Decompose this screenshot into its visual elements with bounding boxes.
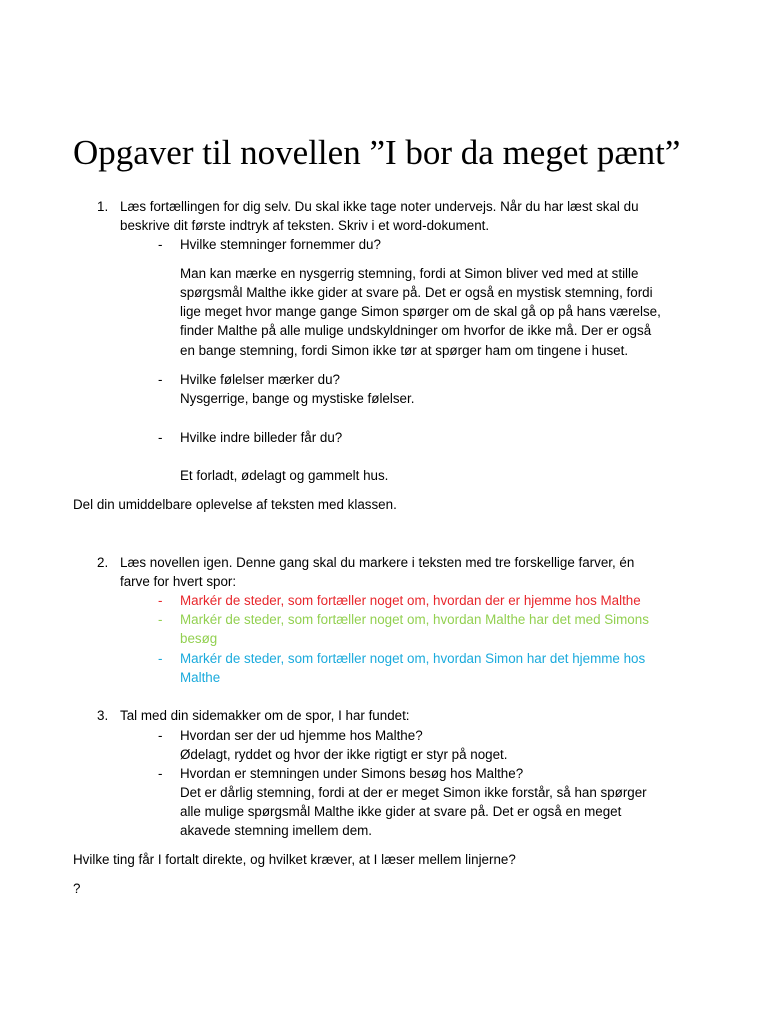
task-3-line-1: Tal med din sidemakker om de spor, I har fundet: (120, 708, 410, 723)
task-2-line-2: farve for hvert spor: (120, 574, 237, 589)
task-1-q2-question: Hvilke følelser mærker du? (180, 372, 340, 387)
task-2-item-blue-cont: Malthe (180, 670, 221, 685)
closing-answer: ? (73, 881, 81, 896)
task-1-q2-bullet: - (158, 372, 163, 387)
task-2-item-green: Markér de steder, som fortæller noget om, hvordan Malthe har det med Simons (180, 612, 649, 627)
task-2-item-bullet: - (158, 651, 163, 666)
task-1-q1-answer-line: lige meget hvor mange gange Simon spørger om de skal gå op på hans værelse, (180, 304, 661, 319)
task-1-q2-answer: Nysgerrige, bange og mystiske følelser. (180, 391, 415, 406)
task-2-line-1: Læs novellen igen. Denne gang skal du markere i teksten med tre forskellige farver, én (120, 555, 635, 570)
task-2-number: 2. (97, 555, 109, 570)
task-1-q1-answer-line: spørgsmål Malthe ikke gider at svare på. Det er også en mystisk stemning, fordi (180, 285, 653, 300)
task-1-q3-bullet: - (158, 430, 163, 445)
task-1-q1-bullet: - (158, 237, 163, 252)
task-3-q1-bullet: - (158, 728, 163, 743)
share-instruction: Del din umiddelbare oplevelse af teksten med klassen. (73, 497, 397, 512)
task-3-number: 3. (97, 708, 109, 723)
task-2-item-bullet: - (158, 593, 163, 608)
page-title: Opgaver til novellen ”I bor da meget pænt” (73, 133, 681, 172)
task-2-item-blue: Markér de steder, som fortæller noget om, hvordan Simon har det hjemme hos (180, 651, 646, 666)
task-1-number: 1. (97, 199, 109, 214)
task-1-q1-answer-line: finder Malthe på alle mulige undskyldninger om hvorfor de ikke må. Der er også (180, 323, 652, 338)
task-1-q3-answer: Et forladt, ødelagt og gammelt hus. (180, 468, 389, 483)
task-2-item-green-cont: besøg (180, 631, 218, 646)
task-3-q2-answer-line: Det er dårlig stemning, fordi at der er meget Simon ikke forstår, så han spørger (180, 785, 647, 800)
task-1-line-1: Læs fortællingen for dig selv. Du skal ikke tage noter undervejs. Når du har læst skal du (120, 199, 639, 214)
task-3-q2-answer-line: alle mulige spørgsmål Malthe ikke gider at svare på. Det er også en meget (180, 804, 622, 819)
task-1-q3-question: Hvilke indre billeder får du? (180, 430, 343, 445)
task-3-q2-question: Hvordan er stemningen under Simons besøg hos Malthe? (180, 766, 524, 781)
task-3-q2-answer-line: akavede stemning imellem dem. (180, 823, 373, 838)
task-1-q1-answer-line: Man kan mærke en nysgerrig stemning, fordi at Simon bliver ved med at stille (180, 266, 639, 281)
task-2-item-red: Markér de steder, som fortæller noget om, hvordan der er hjemme hos Malthe (180, 593, 641, 608)
task-2-item-bullet: - (158, 612, 163, 627)
task-3-q2-bullet: - (158, 766, 163, 781)
task-3-q1-question: Hvordan ser der ud hjemme hos Malthe? (180, 728, 423, 743)
task-3-q1-answer: Ødelagt, ryddet og hvor der ikke rigtigt er styr på noget. (180, 747, 508, 762)
task-1-line-2: beskrive dit første indtryk af teksten. Skriv i et word-dokument. (120, 218, 490, 233)
closing-question: Hvilke ting får I fortalt direkte, og hvilket kræver, at I læser mellem linjerne? (73, 852, 516, 867)
task-1-q1-question: Hvilke stemninger fornemmer du? (180, 237, 381, 252)
task-1-q1-answer-line: en bange stemning, fordi Simon ikke tør at spørger ham om tingene i huset. (180, 343, 629, 358)
